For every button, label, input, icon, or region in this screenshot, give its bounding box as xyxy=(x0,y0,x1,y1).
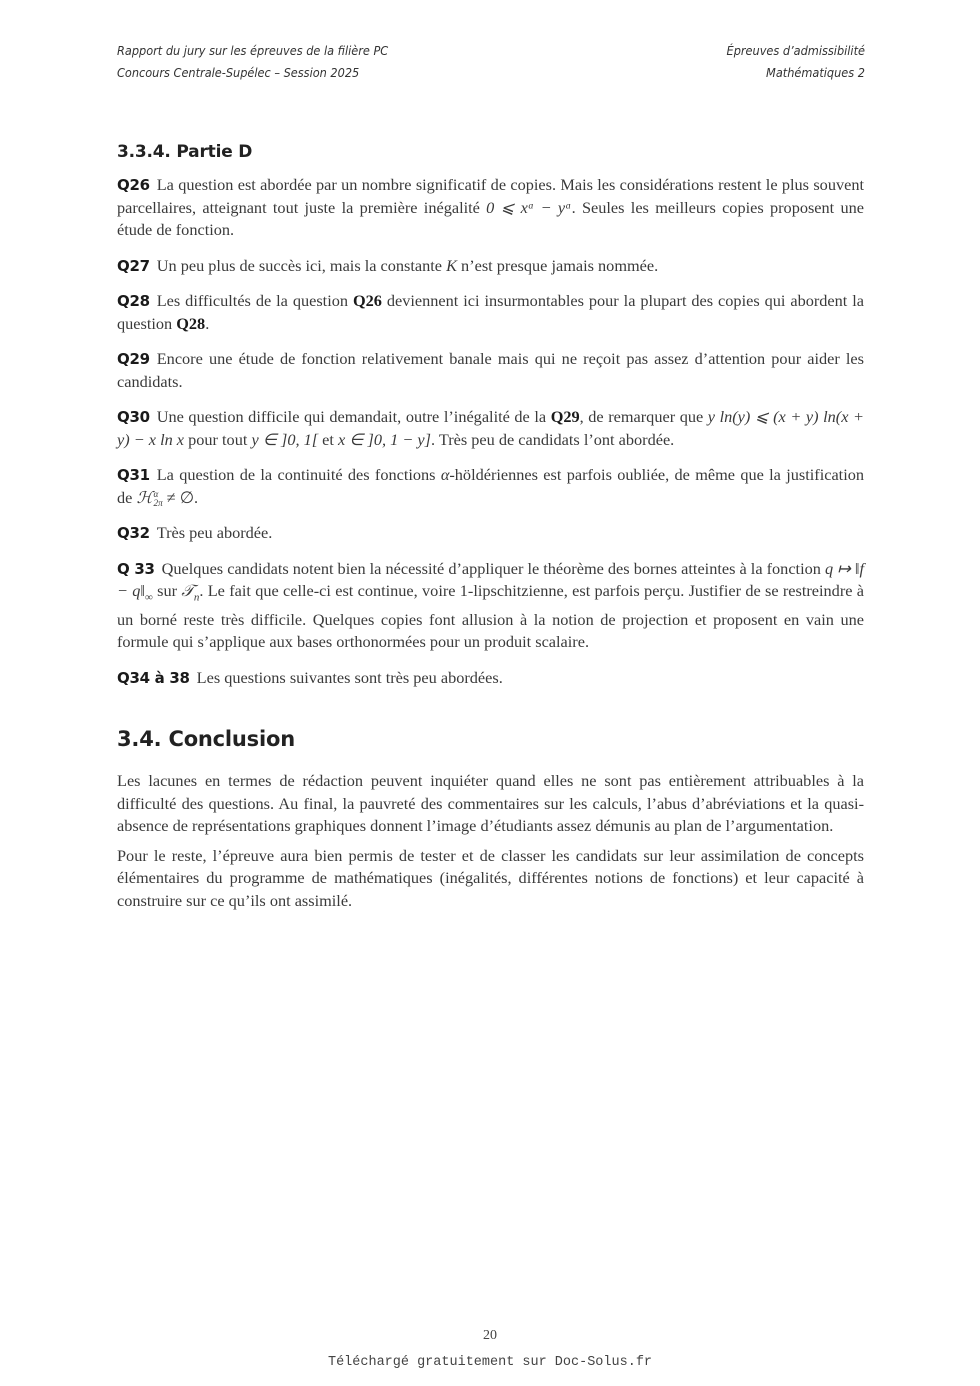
question-reference: Q28 xyxy=(176,313,206,333)
question-comment-q34-38: Q34 à 38 Les questions suivantes sont très peu abordées. xyxy=(117,667,503,687)
question-reference: Q29 xyxy=(550,407,580,426)
question-reference: Q26 xyxy=(352,291,382,310)
question-comment-q26: Q26 La question est abordée par un nombre significatif de copies. Mais les considérations restent le plus souvent parcellaires, atteignant tout juste la première inégalité 0 ⩽ xᵅ − yᵅ. Seules les meilleurs copies proposent une étude de fonction. xyxy=(117,175,865,239)
exam-subject: Mathématiques 2 xyxy=(766,65,865,80)
question-label: Q26 xyxy=(117,176,150,194)
question-label: Q31 xyxy=(117,466,150,484)
question-label: Q28 xyxy=(117,292,150,310)
question-comment-q27: Q27 Un peu plus de succès ici, mais la constante K n’est presque jamais nommée. xyxy=(117,255,659,275)
exam-category: Épreuves d’admissibilité xyxy=(726,43,865,58)
conclusion-paragraph: Les lacunes en termes de rédaction peuvent inquiéter quand elles ne sont pas entièrement attribuables à la difficulté des questions. Au final, la pauvreté des commentaires sur les calculs, l’abus d’abréviations et la quasi-absence de représentations graphiques donnent l’image d’étudiants assez démunis au plan de l’argumentation. xyxy=(117,771,864,836)
header-right xyxy=(727,40,865,84)
section-title: 3.4. Conclusion xyxy=(117,727,295,752)
header-left xyxy=(117,40,388,84)
math-holder-space: ℋ α 2π xyxy=(136,487,163,508)
question-label: Q34 à 38 xyxy=(117,668,190,687)
math-norm: q ↦ ‖f − q‖ xyxy=(117,558,864,600)
question-label: Q32 xyxy=(117,524,150,542)
page-number: 20 xyxy=(483,1328,497,1343)
contest-session: Concours Centrale-Supélec – Session 2025 xyxy=(117,65,360,80)
conclusion-paragraph: Pour le reste, l’épreuve aura bien permis de tester et de classer les candidats sur leur assimilation de concepts élémentaires du programme de mathématiques (inégalités, différentes notions de fonctions) et leur capacité à construire sur ce qu’ils ont assimilé. xyxy=(117,845,864,910)
question-comment-q29: Q29 Encore une étude de fonction relativement banale mais qui ne reçoit pas assez d’attention pour aider les candidats. xyxy=(117,349,864,391)
question-comment-q33: Q 33 Quelques candidats notent bien la nécessité d’appliquer le théorème des bornes atteintes à la fonction q ↦ ‖f − $q‖_\infty$ sur 𝒯$_n$. Le fait que celle-ci est continue, voire 1-lipschitzienne, est parfois perçu. Justifier de se restreindre à un borné reste très difficile. Quelques copies font allusion à la notion de projection et proposent en vain une formule qui s’applique aux bases orthonormées pour un produit scalaire. xyxy=(117,558,865,652)
report-title: Rapport du jury sur les épreuves de la filière PC xyxy=(117,43,389,58)
question-comment-q32: Q32 Très peu abordée. xyxy=(117,523,273,542)
question-comment-q28: Q28 Les difficultés de la question Q26 deviennent ici insurmontables pour la plupart des copies qui abordent la question Q28. xyxy=(117,291,864,333)
download-note: Téléchargé gratuitement sur Doc-Solus.fr xyxy=(327,1355,653,1370)
section-spacer xyxy=(117,702,864,724)
math-set-tn: 𝒯 xyxy=(181,581,194,600)
main-content xyxy=(117,140,864,919)
subsection-title: 3.3.4. Partie D xyxy=(117,142,253,162)
math-interval-x: x ∈ ]0, 1 − y] xyxy=(337,429,431,449)
question-label: Q 33 xyxy=(117,559,155,578)
math-constant: K xyxy=(446,255,457,275)
question-label: Q30 xyxy=(117,408,150,426)
math-inequality: 0 ⩽ xᵅ − yᵅ xyxy=(486,197,572,217)
question-comment-q30: Q30 Une question difficile qui demandait, outre l’inégalité de la Q29, de remarquer que y ln(y) ⩽ (x + y) ln(x + y) − x ln x pour tout y ∈ ]0, 1[ et x ∈ ]0, 1 − y]. Très peu de candidats l’ont abordée. xyxy=(117,407,864,449)
math-inequality: y ln(y) ⩽ (x + y) ln(x + y) − x ln x xyxy=(117,407,864,449)
math-alpha: α xyxy=(440,465,450,484)
question-label: Q29 xyxy=(117,350,150,368)
math-interval-y: y ∈ ]0, 1[ xyxy=(251,429,319,449)
question-comment-q31: Q31 La question de la continuité des fonctions α-höldériennes est parfois oubliée, de même que la justification de ℋ α 2π ≠ ∅. xyxy=(117,465,864,508)
question-label: Q27 xyxy=(117,256,150,275)
